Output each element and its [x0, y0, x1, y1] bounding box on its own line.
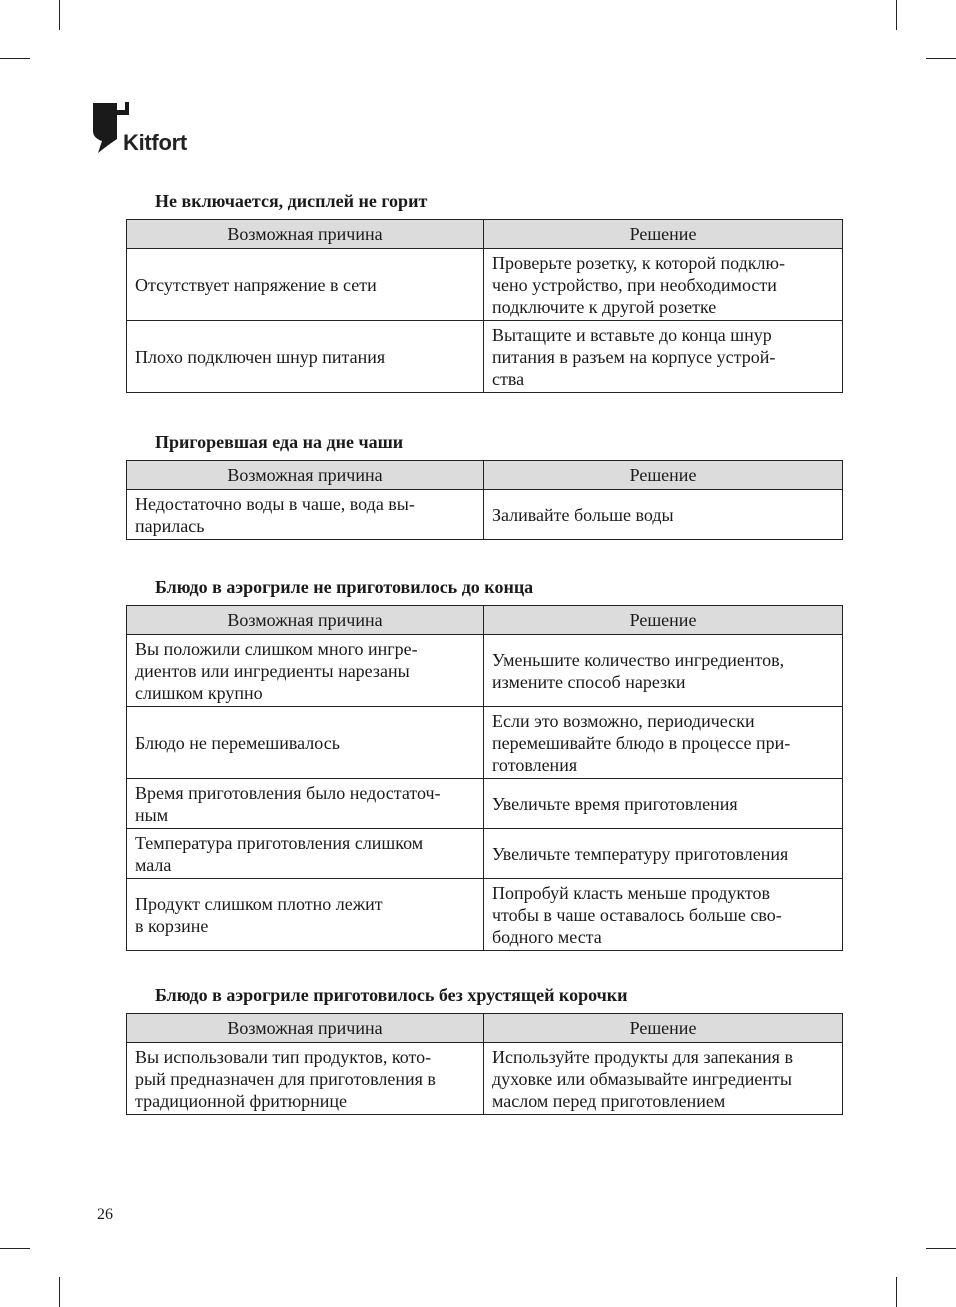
solution-cell: Увеличьте время приготовления [484, 779, 843, 829]
solution-cell: Используйте продукты для запекания в духовке или обмазывайте ингредиенты маслом перед приготовлением [484, 1043, 843, 1115]
solution-cell: Вытащите и вставьте до конца шнур питания в разъем на корпусе устрой- ства [484, 321, 843, 393]
table-row [127, 1043, 843, 1115]
crop-mark [0, 58, 30, 59]
section-title: Не включается, дисплей не горит [155, 191, 428, 211]
section-title: Блюдо в аэрогриле не приготовилось до конца [155, 577, 534, 597]
section-title: Пригоревшая еда на дне чаши [155, 432, 404, 452]
section-undercooked [126, 576, 842, 951]
page-number: 26 [97, 1206, 113, 1223]
table-row [127, 321, 843, 393]
crop-mark [0, 1248, 30, 1249]
solution-cell: Уменьшите количество ингредиентов, измените способ нарезки [484, 635, 843, 707]
table-row [127, 249, 843, 321]
table-row [127, 879, 843, 951]
table-row [127, 635, 843, 707]
section-no-crust [126, 984, 842, 1115]
solution-cell: Попробуй класть меньше продуктов чтобы в чаше оставалось больше сво- бодного места [484, 879, 843, 951]
table-row [127, 829, 843, 879]
table-header-row [127, 1014, 843, 1043]
table-header-row [127, 606, 843, 635]
cause-cell: Вы положили слишком много ингре- диентов или ингредиенты нарезаны слишком крупно [127, 635, 484, 707]
brand-logo [92, 101, 202, 157]
troubleshooting-table [126, 219, 843, 393]
cause-cell: Плохо подключен шнур питания [127, 321, 484, 393]
table-row [127, 490, 843, 540]
column-header-solution: Решение [484, 606, 843, 635]
cause-cell: Продукт слишком плотно лежит в корзине [127, 879, 484, 951]
solution-cell: Заливайте больше воды [484, 490, 843, 540]
table-header-row [127, 461, 843, 490]
cause-cell: Недостаточно воды в чаше, вода вы- парилась [127, 490, 484, 540]
section-title: Блюдо в аэрогриле приготовилось без хрустящей корочки [155, 985, 628, 1005]
troubleshooting-table [126, 460, 843, 540]
cause-cell: Вы использовали тип продуктов, кото- рый предназначен для приготовления в традиционной фритюрнице [127, 1043, 484, 1115]
solution-cell: Проверьте розетку, к которой подклю- чено устройство, при необходимости подключите к другой розетке [484, 249, 843, 321]
troubleshooting-table [126, 1013, 843, 1115]
column-header-cause: Возможная причина [127, 220, 484, 249]
cause-cell: Блюдо не перемешивалось [127, 707, 484, 779]
crop-mark [926, 58, 956, 59]
troubleshooting-table [126, 605, 843, 951]
table-row [127, 707, 843, 779]
table-row [127, 779, 843, 829]
crop-mark [926, 1248, 956, 1249]
cause-cell: Температура приготовления слишком мала [127, 829, 484, 879]
table-header-row [127, 220, 843, 249]
brand-name: Kitfort [123, 130, 187, 155]
cause-cell: Отсутствует напряжение в сети [127, 249, 484, 321]
crop-mark [59, 1277, 60, 1307]
column-header-solution: Решение [484, 461, 843, 490]
column-header-cause: Возможная причина [127, 461, 484, 490]
crop-mark [896, 1277, 897, 1307]
crop-mark [896, 0, 897, 30]
column-header-solution: Решение [484, 1014, 843, 1043]
solution-cell: Увеличьте температуру приготовления [484, 829, 843, 879]
cause-cell: Время приготовления было недостаточ- ным [127, 779, 484, 829]
column-header-cause: Возможная причина [127, 606, 484, 635]
section-no-power [126, 190, 842, 393]
crop-mark [59, 0, 60, 30]
column-header-solution: Решение [484, 220, 843, 249]
solution-cell: Если это возможно, периодически перемешивайте блюдо в процессе при- готовления [484, 707, 843, 779]
column-header-cause: Возможная причина [127, 1014, 484, 1043]
section-burnt-food [126, 431, 842, 540]
